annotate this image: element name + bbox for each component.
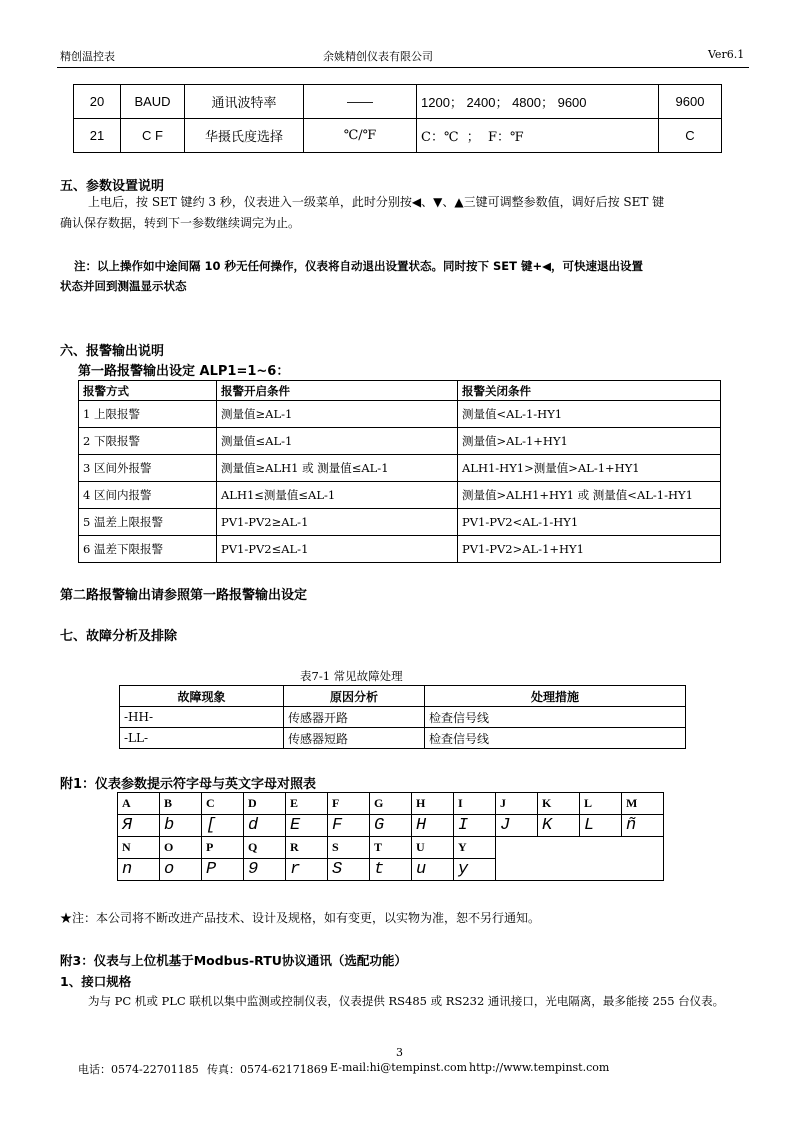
appendix3-sub: 1、接口规格 (60, 974, 132, 989)
letter-cell: A (118, 793, 160, 815)
table-cell: C F (121, 119, 185, 153)
table-cell: 6 温差下限报警 (79, 536, 217, 563)
section7-caption: 表7-1 常见故障处理 (300, 669, 403, 683)
segment-cell: G (370, 815, 412, 837)
section5-note2: 状态并回到测温显示状态 (60, 279, 187, 293)
letter-cell: M (622, 793, 664, 815)
appendix1-title: 附1：仪表参数提示符字母与英文字母对照表 (60, 777, 317, 792)
segment-cell: F (328, 815, 370, 837)
table-cell: 检查信号线 (425, 707, 686, 728)
table-cell: ALH1≤测量值≤AL-1 (217, 482, 458, 509)
page-number: 3 (396, 1046, 403, 1059)
segment-cell: K (538, 815, 580, 837)
table-cell: 检查信号线 (425, 728, 686, 749)
letter-cell: T (370, 837, 412, 859)
table-header: 原因分析 (284, 686, 425, 707)
table-cell: 测量值>ALH1+HY1 或 测量值<AL-1-HY1 (458, 482, 721, 509)
table-row (118, 837, 664, 859)
segment-cell: u (412, 859, 454, 881)
table-row (79, 455, 721, 482)
segment-cell: H (412, 815, 454, 837)
table-cell: 21 (74, 119, 121, 153)
table-cell: 测量值≥ALH1 或 测量值≤AL-1 (217, 455, 458, 482)
table-row (79, 401, 721, 428)
table-cell: 2 下限报警 (79, 428, 217, 455)
segment-cell: d (244, 815, 286, 837)
table-row (118, 815, 664, 837)
notice-text: ★注：本公司将不断改进产品技术、设计及规格，如有变更，以实物为准，恕不另行通知。 (60, 911, 541, 925)
fault-table (119, 685, 686, 749)
segment-cell: ñ (622, 815, 664, 837)
table-row (74, 85, 722, 119)
table-cell: C (659, 119, 722, 153)
table-header-row (79, 381, 721, 401)
table-row (120, 728, 686, 749)
table-cell: -LL- (120, 728, 284, 749)
letter-cell: C (202, 793, 244, 815)
segment-cell: 9 (244, 859, 286, 881)
segment-cell: J (496, 815, 538, 837)
table-cell: 3 区间外报警 (79, 455, 217, 482)
letter-cell: Y (454, 837, 496, 859)
section5-para1: 上电后，按 SET 键约 3 秒，仪表进入一级菜单，此时分别按◀、▼、▲三键可调整参数值，调好后按 SET 键 (88, 195, 665, 209)
table-cell: ALH1-HY1>测量值>AL-1+HY1 (458, 455, 721, 482)
table-cell: 传感器开路 (284, 707, 425, 728)
segment-cell: n (118, 859, 160, 881)
table-row (79, 428, 721, 455)
table-cell: 测量值>AL-1+HY1 (458, 428, 721, 455)
empty-cell (496, 837, 664, 881)
table-cell: PV1-PV2≤AL-1 (217, 536, 458, 563)
appendix3-para: 为与 PC 机或 PLC 联机以集中监测或控制仪表，仪表提供 RS485 或 RS232 通讯接口，光电隔离，最多能接 255 台仪表。 (88, 994, 725, 1008)
letter-cell: I (454, 793, 496, 815)
footer-phone: 电话：0574-22701185 (78, 1063, 199, 1076)
table-header: 故障现象 (120, 686, 284, 707)
table-cell: C：℃ ； F：℉ (417, 119, 659, 153)
table-cell: -HH- (120, 707, 284, 728)
table-cell: 传感器短路 (284, 728, 425, 749)
segment-cell: S (328, 859, 370, 881)
footer-web: http://www.tempinst.com (469, 1061, 610, 1074)
letter-cell: U (412, 837, 454, 859)
table-row (118, 793, 664, 815)
letter-cell: G (370, 793, 412, 815)
section5-para2: 确认保存数据，转到下一参数继续调完为止。 (60, 216, 301, 230)
table-cell: 测量值≤AL-1 (217, 428, 458, 455)
param-table (73, 84, 722, 153)
table-row (79, 482, 721, 509)
letter-cell: P (202, 837, 244, 859)
letter-cell: O (160, 837, 202, 859)
section6-title: 六、报警输出说明 (60, 344, 165, 359)
letter-cell: D (244, 793, 286, 815)
alarm-table (78, 380, 721, 563)
segment-cell: Я (118, 815, 160, 837)
segment-cell: L (580, 815, 622, 837)
table-row (79, 536, 721, 563)
footer-fax: 传真：0574-62171869 (207, 1063, 328, 1076)
letter-cell: E (286, 793, 328, 815)
table-row (79, 509, 721, 536)
segment-cell: o (160, 859, 202, 881)
letter-cell: B (160, 793, 202, 815)
footer-email: E-mail:hi@tempinst.com (330, 1061, 468, 1074)
table-cell: PV1-PV2≥AL-1 (217, 509, 458, 536)
table-cell: 通讯波特率 (185, 85, 304, 119)
letter-cell: L (580, 793, 622, 815)
table-row (74, 119, 722, 153)
letter-cell: K (538, 793, 580, 815)
letter-cell: R (286, 837, 328, 859)
letter-cell: J (496, 793, 538, 815)
table-cell: 华摄氏度选择 (185, 119, 304, 153)
table-header: 报警开启条件 (217, 381, 458, 401)
section6-subtitle: 第一路报警输出设定 ALP1=1~6： (78, 364, 290, 379)
letter-cell: S (328, 837, 370, 859)
segment-letter-table (117, 792, 664, 881)
table-cell: 1 上限报警 (79, 401, 217, 428)
segment-cell: r (286, 859, 328, 881)
table-header: 处理措施 (425, 686, 686, 707)
letter-cell: Q (244, 837, 286, 859)
segment-cell: I (454, 815, 496, 837)
table-cell: 9600 (659, 85, 722, 119)
table-cell: 4 区间内报警 (79, 482, 217, 509)
table-cell: PV1-PV2<AL-1-HY1 (458, 509, 721, 536)
letter-cell: N (118, 837, 160, 859)
table-header-row (120, 686, 686, 707)
table-cell: 测量值≥AL-1 (217, 401, 458, 428)
section5-title: 五、参数设置说明 (60, 179, 165, 194)
segment-cell: y (454, 859, 496, 881)
header-divider (57, 67, 749, 68)
section6-second: 第二路报警输出请参照第一路报警输出设定 (60, 588, 308, 603)
table-cell: —— (304, 85, 417, 119)
appendix3-title: 附3：仪表与上位机基于Modbus-RTU协议通讯（选配功能） (60, 953, 407, 968)
table-header: 报警关闭条件 (458, 381, 721, 401)
table-cell: 5 温差上限报警 (79, 509, 217, 536)
table-cell: BAUD (121, 85, 185, 119)
header-right: Ver6.1 (708, 48, 745, 61)
section7-title: 七、故障分析及排除 (60, 629, 178, 644)
section5-note1: 注：以上操作如中途间隔 10 秒无任何操作，仪表将自动退出设置状态。同时按下 SET 键+◀，可快速退出设置 (74, 259, 643, 273)
header-left: 精创温控表 (60, 50, 115, 63)
segment-cell: E (286, 815, 328, 837)
table-cell: 1200； 2400； 4800； 9600 (417, 85, 659, 119)
segment-cell: t (370, 859, 412, 881)
letter-cell: H (412, 793, 454, 815)
segment-cell: b (160, 815, 202, 837)
table-header: 报警方式 (79, 381, 217, 401)
table-cell: 20 (74, 85, 121, 119)
table-row (120, 707, 686, 728)
table-cell: ℃/℉ (304, 119, 417, 153)
segment-cell: P (202, 859, 244, 881)
letter-cell: F (328, 793, 370, 815)
table-cell: 测量值<AL-1-HY1 (458, 401, 721, 428)
header-center: 余姚精创仪表有限公司 (323, 50, 433, 63)
table-cell: PV1-PV2>AL-1+HY1 (458, 536, 721, 563)
segment-cell: [ (202, 815, 244, 837)
